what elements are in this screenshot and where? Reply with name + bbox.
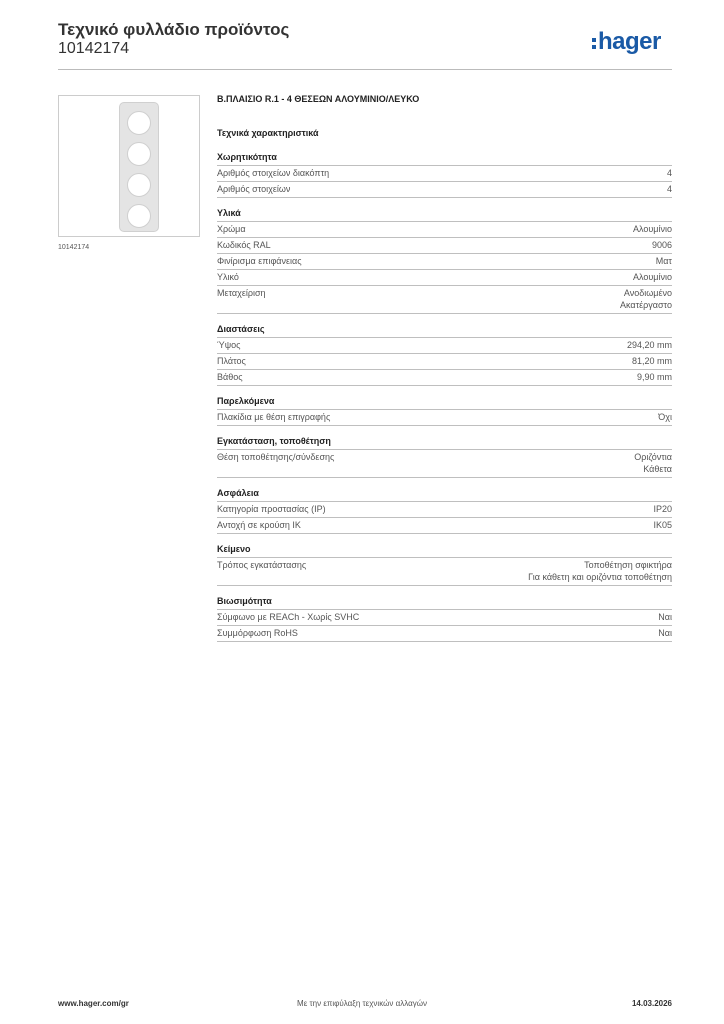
spec-label: Κωδικός RAL bbox=[217, 240, 271, 250]
section-title: Βιωσιμότητα bbox=[217, 596, 272, 606]
section-rows bbox=[217, 337, 672, 386]
footer-date: 14.03.2026 bbox=[631, 999, 672, 1008]
spec-value: Οριζόντια Κάθετα bbox=[634, 452, 672, 474]
section-title: Ασφάλεια bbox=[217, 488, 259, 498]
spec-value: 81,20 mm bbox=[631, 356, 672, 366]
section-title: Κείμενο bbox=[217, 544, 251, 554]
spec-label: Σύμφωνο με REACh - Χωρίς SVHC bbox=[217, 612, 360, 622]
spec-label: Συμμόρφωση RoHS bbox=[217, 628, 298, 638]
spec-row bbox=[217, 409, 672, 426]
spec-value: IP20 bbox=[653, 504, 672, 514]
spec-section bbox=[217, 324, 672, 386]
section-title: Εγκατάσταση, τοποθέτηση bbox=[217, 436, 331, 446]
spec-row bbox=[217, 181, 672, 198]
tech-specs-heading: Τεχνικά χαρακτηριστικά bbox=[217, 128, 319, 138]
spec-label: Φινίρισμα επιφάνειας bbox=[217, 256, 302, 266]
spec-label: Ύψος bbox=[217, 340, 241, 350]
frame-hole bbox=[127, 204, 151, 228]
spec-label: Πλακίδια με θέση επιγραφής bbox=[217, 412, 331, 422]
spec-section bbox=[217, 544, 672, 586]
product-title: Β.ΠΛΑΙΣΙΟ R.1 - 4 ΘΕΣΕΩΝ ΑΛΟΥΜΙΝΙΟ/ΛΕΥΚΟ bbox=[217, 94, 420, 104]
section-title: Χωρητικότητα bbox=[217, 152, 277, 162]
spec-label: Μεταχείριση bbox=[217, 288, 266, 298]
spec-label: Χρώμα bbox=[217, 224, 246, 234]
spec-label: Κατηγορία προστασίας (IP) bbox=[217, 504, 326, 514]
spec-value: Αλουμίνιο bbox=[633, 272, 672, 282]
spec-section bbox=[217, 488, 672, 534]
section-rows bbox=[217, 557, 672, 586]
section-rows bbox=[217, 221, 672, 314]
spec-label: Αντοχή σε κρούση IK bbox=[217, 520, 301, 530]
frame-hole bbox=[127, 111, 151, 135]
spec-content bbox=[217, 94, 672, 642]
spec-row bbox=[217, 557, 672, 586]
section-title: Παρελκόμενα bbox=[217, 396, 275, 406]
frame-hole bbox=[127, 142, 151, 166]
spec-value: Αλουμίνιο bbox=[633, 224, 672, 234]
spec-value: Όχι bbox=[658, 412, 672, 422]
spec-value: Ανοδιωμένο Ακατέργαστο bbox=[620, 288, 672, 310]
spec-row bbox=[217, 269, 672, 285]
section-title: Υλικά bbox=[217, 208, 241, 218]
spec-value: IK05 bbox=[653, 520, 672, 530]
spec-row bbox=[217, 337, 672, 353]
spec-value: 294,20 mm bbox=[626, 340, 672, 350]
spec-label: Βάθος bbox=[217, 372, 243, 382]
spec-row bbox=[217, 501, 672, 517]
spec-label: Τρόπος εγκατάστασης bbox=[217, 560, 307, 570]
spec-section bbox=[217, 436, 672, 478]
spec-row bbox=[217, 237, 672, 253]
logo-colon-icon bbox=[592, 34, 596, 50]
image-caption: 10142174 bbox=[58, 244, 90, 251]
spec-row bbox=[217, 517, 672, 534]
spec-section bbox=[217, 396, 672, 426]
spec-row bbox=[217, 625, 672, 642]
section-rows bbox=[217, 501, 672, 534]
section-rows bbox=[217, 449, 672, 478]
spec-row bbox=[217, 449, 672, 478]
hager-logo bbox=[592, 28, 661, 56]
spec-section bbox=[217, 208, 672, 314]
spec-label: Πλάτος bbox=[217, 356, 246, 366]
spec-label: Αριθμός στοιχείων bbox=[217, 184, 291, 194]
spec-row bbox=[217, 221, 672, 237]
spec-value: 9,90 mm bbox=[636, 372, 672, 382]
spec-value: Τοποθέτηση σφικτήρα Για κάθετη και οριζόντια τοποθέτηση bbox=[528, 560, 672, 582]
section-rows bbox=[217, 409, 672, 426]
product-image bbox=[58, 95, 200, 237]
spec-value: Ναι bbox=[658, 612, 672, 622]
spec-section bbox=[217, 152, 672, 198]
frame-hole bbox=[127, 173, 151, 197]
document-title: Τεχνικό φυλλάδιο προϊόντος bbox=[58, 20, 290, 39]
section-rows bbox=[217, 165, 672, 198]
spec-sections bbox=[217, 152, 672, 642]
spec-row bbox=[217, 285, 672, 314]
spec-label: Θέση τοποθέτησης/σύνδεσης bbox=[217, 452, 335, 462]
spec-value: Ναι bbox=[658, 628, 672, 638]
spec-label: Αριθμός στοιχείων διακόπτη bbox=[217, 168, 330, 178]
footer-notice: Με την επιφύλαξη τεχνικών αλλαγών bbox=[297, 999, 427, 1008]
spec-section bbox=[217, 596, 672, 642]
product-code: 10142174 bbox=[58, 40, 130, 57]
spec-row bbox=[217, 353, 672, 369]
spec-value: 4 bbox=[666, 184, 672, 194]
logo-text: hager bbox=[598, 28, 661, 55]
section-title: Διαστάσεις bbox=[217, 324, 265, 334]
spec-value: 4 bbox=[666, 168, 672, 178]
spec-row bbox=[217, 253, 672, 269]
frame-image bbox=[119, 102, 159, 232]
header-divider bbox=[58, 69, 672, 70]
section-rows bbox=[217, 609, 672, 642]
spec-label: Υλικό bbox=[217, 272, 239, 282]
spec-row bbox=[217, 609, 672, 625]
spec-value: Ματ bbox=[655, 256, 672, 266]
footer-website: www.hager.com/gr bbox=[58, 999, 129, 1008]
spec-row bbox=[217, 165, 672, 181]
spec-value: 9006 bbox=[651, 240, 672, 250]
spec-row bbox=[217, 369, 672, 386]
